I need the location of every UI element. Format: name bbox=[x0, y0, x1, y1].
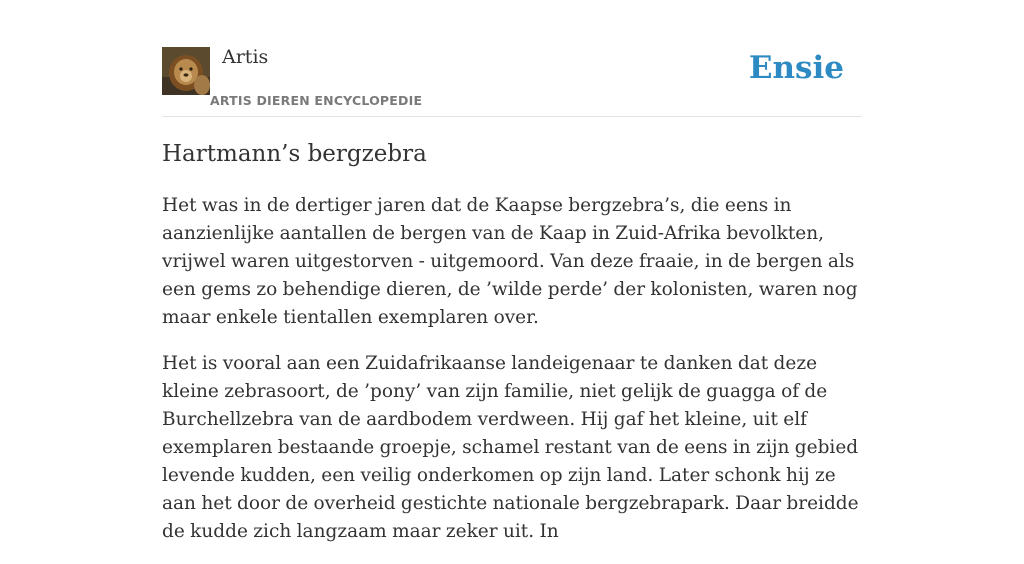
article-paragraph: Het is vooral aan een Zuidafrikaanse landeigenaar te danken dat deze kleine zebrasoort, de ’pony’ van zijn familie, niet gelijk de guagga of de Burchellzebra van de aardbodem verdween. Hij gaf het kleine, uit elf exemplaren bestaande groepje, schamel restant van de eens in zijn gebied levende kudden, een veilig onderkomen op zijn land. Later schonk hij ze aan het door de overheid gestichte nationale bergzebrapark. Daar breidde de kudde zich langzaam maar zeker uit. In bbox=[162, 353, 859, 542]
brand-logo[interactable]: Ensie bbox=[748, 50, 844, 86]
article-paragraph: Het was in de dertiger jaren dat de Kaapse bergzebra’s, die eens in aanzienlijke aantallen de bergen van de Kaap in Zuid-Afrika bevolkten, vrijwel waren uitgestorven - uitgemoord. Van deze fraaie, in de bergen als een gems zo behendige dieren, de ’wilde perde’ der kolonisten, waren nog maar enkele tientallen exemplaren over. bbox=[162, 195, 858, 328]
lion-icon bbox=[162, 47, 210, 95]
author-name[interactable]: Artis bbox=[222, 46, 269, 68]
author-avatar[interactable] bbox=[162, 47, 210, 95]
article bbox=[162, 138, 862, 564]
source-label[interactable]: ARTIS DIEREN ENCYCLOPEDIE bbox=[210, 93, 423, 108]
article-title: Hartmann’s bergzebra bbox=[162, 141, 427, 167]
header bbox=[162, 40, 862, 117]
